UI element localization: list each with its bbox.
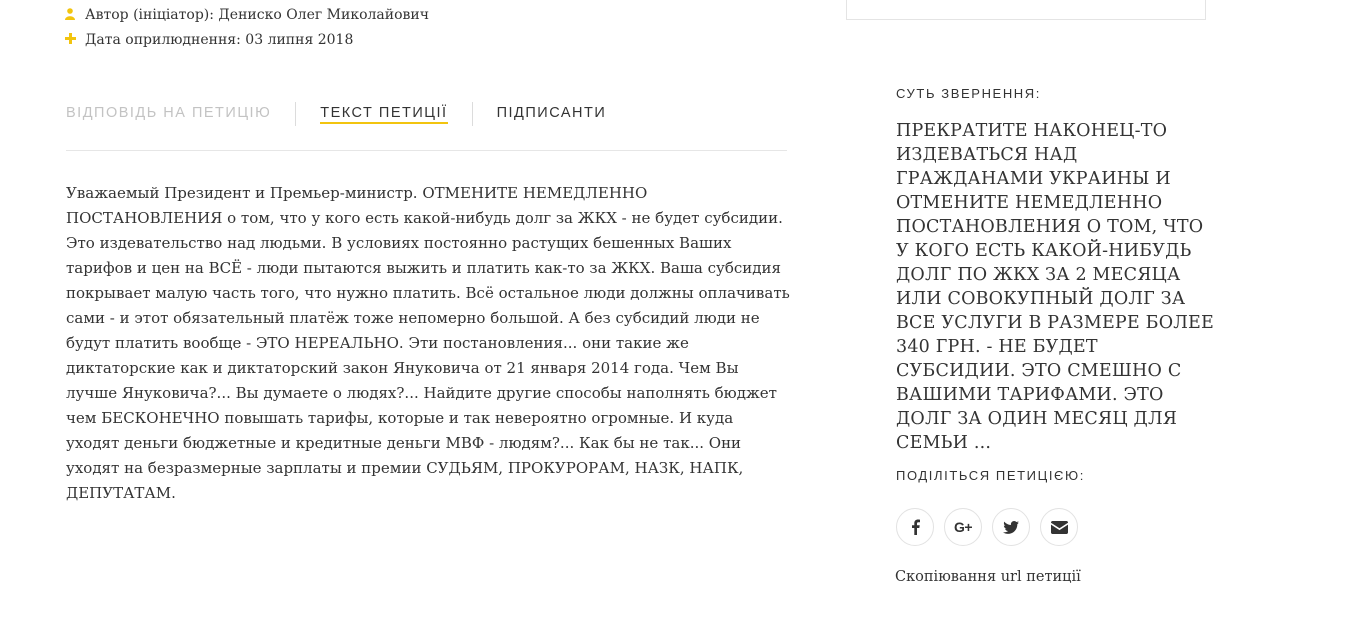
facebook-share-button[interactable] [896, 508, 934, 546]
essence-text: ПРЕКРАТИТЕ НАКОНЕЦ-ТО ИЗДЕВАТЬСЯ НАД ГРАЖДАНАМИ УКРАИНЫ И ОТМЕНИТЕ НЕМЕДЛЕННО ПОСТАНОВЛЕНИЯ О ТОМ, ЧТО У КОГО ЕСТЬ КАКОЙ-НИБУДЬ ДОЛГ ПО ЖКХ ЗА 2 МЕСЯЦА ИЛИ СОВОКУПНЫЙ ДОЛГ ЗА ВСЕ УСЛУГИ В РАЗМЕРЕ БОЛЕЕ 340 ГРН. - НЕ БУДЕТ СУБСИДИИ. ЭТО СМЕШНО С ВАШИМИ ТАРИФАМИ. ЭТО ДОЛГ ЗА ОДИН МЕСЯЦ ДЛЯ СЕМЬИ ... [896, 121, 1215, 453]
tabs-divider-line [66, 150, 787, 151]
tab-petition-text[interactable]: ТЕКСТ ПЕТИЦІЇ [320, 105, 447, 124]
tab-divider [295, 102, 296, 126]
essence-heading: СУТЬ ЗВЕРНЕННЯ: [896, 86, 1041, 101]
share-buttons [896, 508, 1078, 546]
email-share-button[interactable] [1040, 508, 1078, 546]
tab-divider [472, 102, 473, 126]
petition-tabs [66, 102, 606, 126]
envelope-icon [1051, 521, 1068, 534]
publish-date-line [64, 32, 353, 48]
share-heading: ПОДІЛІТЬСЯ ПЕТИЦІЄЮ: [896, 468, 1085, 483]
user-icon [64, 8, 76, 23]
publish-date-text: Дата оприлюднення: 03 липня 2018 [85, 32, 354, 48]
google-plus-icon: G+ [953, 519, 973, 535]
sidebar-top-box [846, 0, 1206, 20]
author-line [64, 7, 429, 23]
twitter-share-button[interactable] [992, 508, 1030, 546]
petition-body-text: Уважаемый Президент и Премьер-министр. ОТМЕНИТЕ НЕМЕДЛЕННО ПОСТАНОВЛЕНИЯ о том, что у кого есть какой-нибудь долг за ЖКХ - не будет субсидии. Это издевательство над людьми. В условиях постоянно растущих бешенных Ваших тарифов и цен на ВСЁ - люди пытаются выжить и платить как-то за ЖКХ. Ваша субсидия покрывает малую часть того, что нужно платить. Всё остальное люди должны оплачивать сами - и этот обязательный платёж тоже непомерно большой. А без субсидий люди не будут платить вообще - ЭТО НЕРЕАЛЬНО. Эти постановления... они такие же диктаторские как и диктаторский закон Януковича от 21 января 2014 года. Чем Вы лучше Януковича?... Вы думаете о людях?... Найдите другие способы наполнять бюджет чем БЕСКОНЕЧНО повышать тарифы, которые и так невероятно огромные. И куда уходят деньги бюджетные и кредитные деньги МВФ - людям?... Как бы не так... Они уходят на безразмерные зарплаты и премии СУДЬЯМ, ПРОКУРОРАМ, НАЗК, НАПК, ДЕПУТАТАМ. [66, 184, 790, 502]
tab-signers[interactable]: ПІДПИСАНТИ [496, 104, 607, 121]
google-plus-share-button[interactable] [944, 508, 982, 546]
twitter-icon [1003, 521, 1019, 534]
plus-icon [64, 33, 76, 47]
tab-answer[interactable]: ВІДПОВІДЬ НА ПЕТИЦІЮ [66, 104, 272, 121]
facebook-icon [911, 519, 920, 535]
copy-url-link[interactable]: Скопіювання url петиції [895, 569, 1081, 585]
author-text: Автор (ініціатор): Дениско Олег Миколайович [85, 7, 429, 23]
